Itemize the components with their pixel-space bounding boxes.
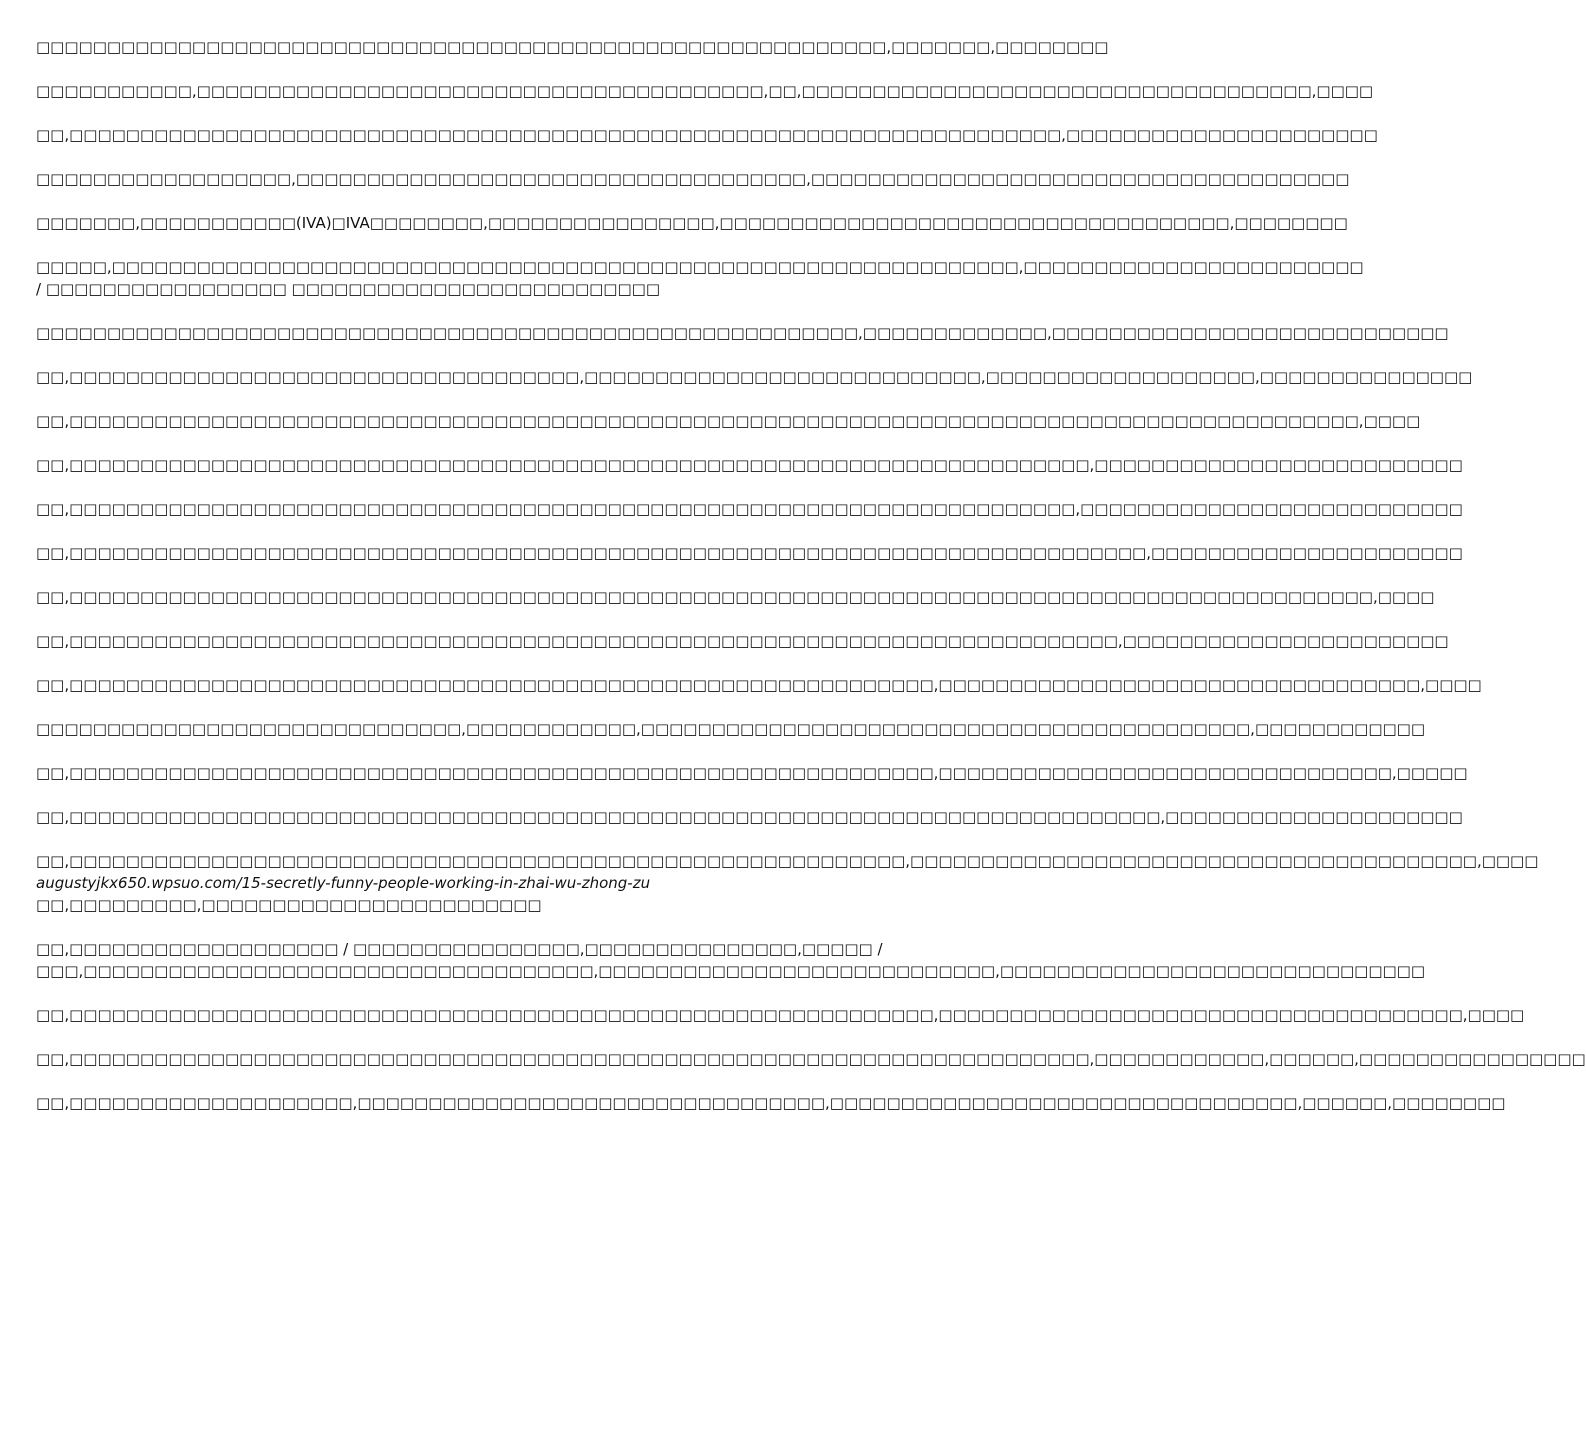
text-line: □□,□□□□□□□□□□□□□□□□□□□□□□□□□□□□□□□□□□□□□□□□□□□□□□□□□□□□□□□□□□□□□□□□□□□□□□□,□□□□□□□□□□□□□□□□□□□□□□□□□□□	[36, 500, 1463, 518]
text-line: □□,□□□□□□□□□□□□□□□□□□□□□□□□□□□□□□□□□□□□□□□□□□□□□□□□□□□□□□□□□□□□□,□□□□□□□□□□□□□□□□□□□□□□□□□□□□□□□□□□□□□,□□□□	[36, 1006, 1525, 1024]
text-line: □□,□□□□□□□□□□□□□□□□□□□□□□□□□□□□□□□□□□□□□□□□□□□□□□□□□□□□□□□□□□□□□□□□□□□□□□□□□□□□□,□□□□□□□□□□□□□□□□□□□□□	[36, 808, 1463, 826]
text-line: □□□□□,□□□□□□□□□□□□□□□□□□□□□□□□□□□□□□□□□□□□□□□□□□□□□□□□□□□□□□□□□□□□□□□□,□□□□□□□□□□□□□□□□□□□□□□□□	[36, 258, 1364, 276]
paragraph	[36, 80, 1374, 102]
paragraph	[36, 124, 1378, 146]
text-line: □□,□□□□□□□□□□□□□□□□□□□□□□□□□□□□□□□□□□□□□□□□□□□□□□□□□□□□□□□□□□□□□□□□□□□□□□□□□□,□□□□□□□□□□□□□□□□□□□□□□□	[36, 632, 1449, 650]
text-line: □□□□□□□,□□□□□□□□□□□(IVA)□IVA□□□□□□□□,□□□□□□□□□□□□□□□□,□□□□□□□□□□□□□□□□□□□□□□□□□□□□□□□□□□□□,□□□□□□□□	[36, 214, 1348, 232]
paragraph	[36, 938, 1426, 982]
text-line: □□□□□□□□□□□□□□□□□□□□□□□□□□□□□□□□□□□□□□□□□□□□□□□□□□□□□□□□□□□□,□□□□□□□,□□□□□□□□	[36, 38, 1109, 56]
paragraph	[36, 1004, 1525, 1026]
paragraph	[36, 630, 1449, 652]
text-line: □□,□□□□□□□□□□□□□□□□□□□ / □□□□□□□□□□□□□□□□,□□□□□□□□□□□□□□□,□□□□□ /	[36, 940, 883, 958]
paragraph	[36, 542, 1463, 564]
paragraph	[36, 322, 1449, 344]
text-line: □□,□□□□□□□□□□□□□□□□□□□□□□□□□□□□□□□□□□□□□□□□□□□□□□□□□□□□□□□□□□□□□□□□□□□□□□□□□□□□□□□□□□□□□□□□□□□□,□□□□	[36, 588, 1435, 606]
paragraph	[36, 762, 1468, 784]
text-line: □□□□□□□□□□□,□□□□□□□□□□□□□□□□□□□□□□□□□□□□□□□□□□□□□□□□,□□,□□□□□□□□□□□□□□□□□□□□□□□□□□□□□□□□□□□□,□□□□	[36, 82, 1374, 100]
text-line: □□□□□□□□□□□□□□□□□□,□□□□□□□□□□□□□□□□□□□□□□□□□□□□□□□□□□□□,□□□□□□□□□□□□□□□□□□□□□□□□□□□□□□□□□□□□□□	[36, 170, 1350, 188]
paragraph	[36, 212, 1348, 234]
text-line: / □□□□□□□□□□□□□□□□□ □□□□□□□□□□□□□□□□□□□□□□□□□□	[36, 280, 661, 298]
text-line: □□,□□□□□□□□□□□□□□□□□□□□□□□□□□□□□□□□□□□□□□□□□□□□□□□□□□□□□□□□□□□□□,□□□□□□□□□□□□□□□□□□□□□□□□□□□□□□□□,□□□□□	[36, 764, 1468, 782]
text-line: □□,□□□□□□□□□□□□□□□□□□□□□□□□□□□□□□□□□□□□□□□□□□□□□□□□□□□□□□□□□□□□□□□□□□□□□□□□□□□□□□□□□□□□□□□□□□□,□□□□	[36, 412, 1421, 430]
text-line: □□□□□□□□□□□□□□□□□□□□□□□□□□□□□□□□□□□□□□□□□□□□□□□□□□□□□□□□□□,□□□□□□□□□□□□□,□□□□□□□□□□□□□□□□□□□□□□□□□□□□	[36, 324, 1449, 342]
paragraph	[36, 498, 1463, 520]
paragraph	[36, 454, 1463, 476]
text-line: □□,□□□□□□□□□□□□□□□□□□□□□□□□□□□□□□□□□□□□□□□□□□□□□□□□□□□□□□□□□□□,□□□□□□□□□□□□□□□□□□□□□□□□□□□□□□□□□□□□□□□□,□□□□	[36, 852, 1539, 870]
paragraph	[36, 168, 1350, 190]
text-line: □□,□□□□□□□□□□□□□□□□□□□□,□□□□□□□□□□□□□□□□□□□□□□□□□□□□□□□□□,□□□□□□□□□□□□□□□□□□□□□□□□□□□□□□□□□,□□□□□□,□□□□□□□□	[36, 1094, 1506, 1112]
text-line: □□,□□□□□□□□□□□□□□□□□□□□□□□□□□□□□□□□□□□□□□□□□□□□□□□□□□□□□□□□□□□□□□□□□□□□□□□□,□□□□□□□□□□□□,□□□□□□,□□□□□□□□□□□□□□□□	[36, 1050, 1586, 1068]
paragraph	[36, 850, 1539, 916]
paragraph	[36, 674, 1482, 696]
text-line: □□□□□□□□□□□□□□□□□□□□□□□□□□□□□□,□□□□□□□□□□□□,□□□□□□□□□□□□□□□□□□□□□□□□□□□□□□□□□□□□□□□□□□□,□□□□□□□□□□□□	[36, 720, 1426, 738]
paragraph	[36, 586, 1435, 608]
text-line: □□□,□□□□□□□□□□□□□□□□□□□□□□□□□□□□□□□□□□□□,□□□□□□□□□□□□□□□□□□□□□□□□□□□□,□□□□□□□□□□□□□□□□□□□□□□□□□□□□□□	[36, 962, 1426, 980]
paragraph	[36, 1048, 1586, 1070]
paragraph	[36, 806, 1463, 828]
text-line: □□,□□□□□□□□□□□□□□□□□□□□□□□□□□□□□□□□□□□□□□□□□□□□□□□□□□□□□□□□□□□□□,□□□□□□□□□□□□□□□□□□□□□□□□□□□□□□□□□□,□□□□	[36, 676, 1482, 694]
paragraph	[36, 366, 1473, 388]
paragraph	[36, 718, 1426, 740]
text-line: □□,□□□□□□□□□,□□□□□□□□□□□□□□□□□□□□□□□□	[36, 896, 542, 914]
text-line: □□,□□□□□□□□□□□□□□□□□□□□□□□□□□□□□□□□□□□□□□□□□□□□□□□□□□□□□□□□□□□□□□□□□□□□□□□□,□□□□□□□□□□□□□□□□□□□□□□□□□□	[36, 456, 1463, 474]
article-link[interactable]: augustyjkx650.wpsuo.com/15-secretly-funny-people-working-in-zhai-wu-zhong-zu	[36, 874, 651, 892]
text-line: □□,□□□□□□□□□□□□□□□□□□□□□□□□□□□□□□□□□□□□□□□□□□□□□□□□□□□□□□□□□□□□□□□□□□□□□□□□□□□□,□□□□□□□□□□□□□□□□□□□□□□	[36, 544, 1463, 562]
paragraph	[36, 410, 1421, 432]
paragraph	[36, 36, 1109, 58]
text-line: □□,□□□□□□□□□□□□□□□□□□□□□□□□□□□□□□□□□□□□□□□□□□□□□□□□□□□□□□□□□□□□□□□□□□□□□□,□□□□□□□□□□□□□□□□□□□□□□	[36, 126, 1378, 144]
text-line: □□,□□□□□□□□□□□□□□□□□□□□□□□□□□□□□□□□□□□□,□□□□□□□□□□□□□□□□□□□□□□□□□□□□,□□□□□□□□□□□□□□□□□□□,□□□□□□□□□□□□□□□	[36, 368, 1473, 386]
document-body	[36, 36, 1586, 1136]
paragraph	[36, 256, 1364, 300]
paragraph	[36, 1092, 1506, 1114]
